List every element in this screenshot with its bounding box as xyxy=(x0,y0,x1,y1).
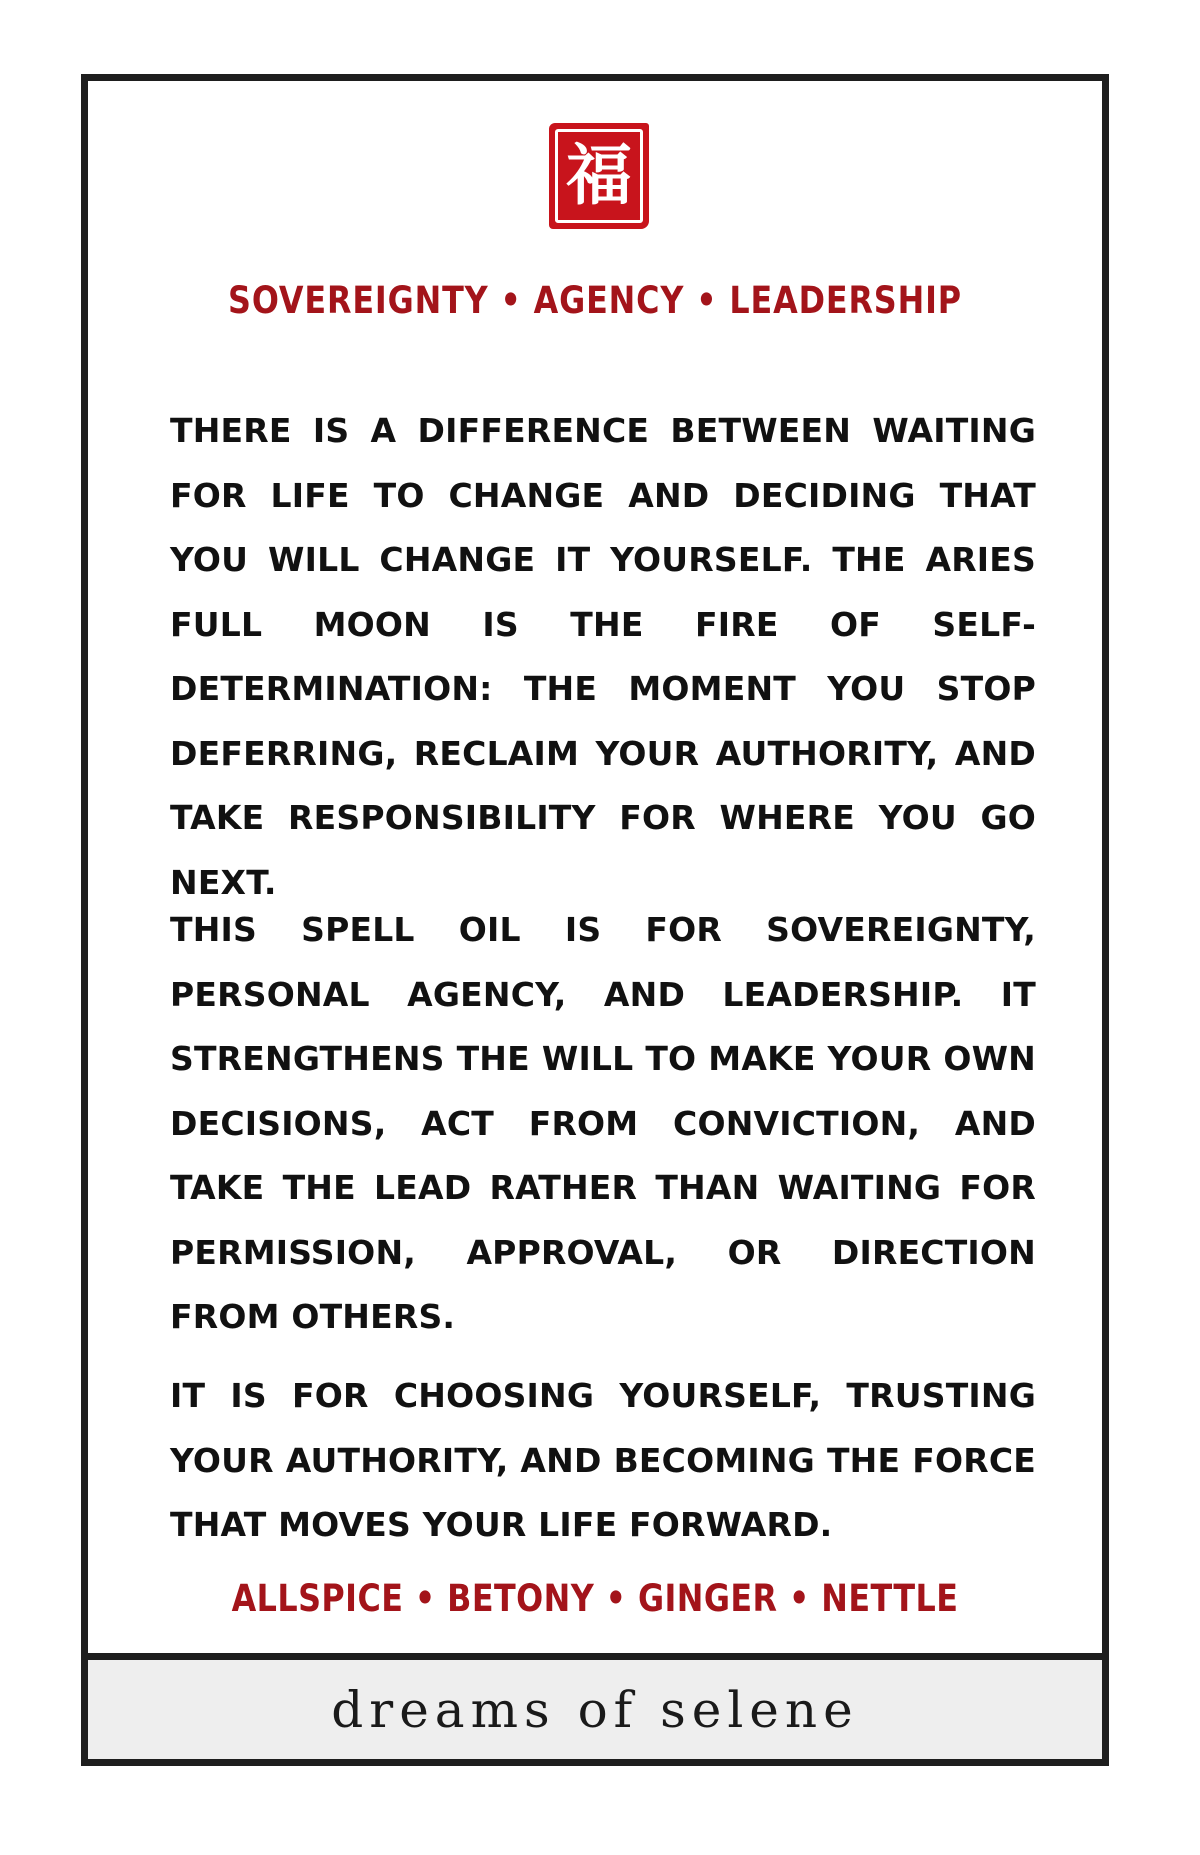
seal-glyph: 福 xyxy=(566,137,632,214)
tagline: SOVEREIGNTY • AGENCY • LEADERSHIP xyxy=(228,279,962,322)
paragraph-purpose: THIS SPELL OIL IS FOR SOVEREIGNTY, PERSONAL AGENCY, AND LEADERSHIP. IT STRENGTHENS THE WILL TO MAKE YOUR OWN DECISIONS, ACT FROM CONVICTION, AND TAKE THE LEAD RATHER THAN WAITING FOR PERMISSION, APPROVAL, OR DIRECTION FROM OTHERS. xyxy=(170,910,1036,1336)
seal-frame xyxy=(555,129,643,223)
paragraph-closing: IT IS FOR CHOOSING YOURSELF, TRUSTING YOUR AUTHORITY, AND BECOMING THE FORCE THAT MOVES YOUR LIFE FORWARD. xyxy=(170,1376,1036,1544)
brand-wordmark: dreams of selene xyxy=(331,1680,859,1739)
footer-bar xyxy=(88,1653,1102,1759)
product-card xyxy=(81,74,1109,1766)
ingredients-list: ALLSPICE • BETONY • GINGER • NETTLE xyxy=(231,1577,959,1620)
fortune-seal-stamp xyxy=(549,123,649,229)
paragraph-intro: THERE IS A DIFFERENCE BETWEEN WAITING FOR LIFE TO CHANGE AND DECIDING THAT YOU WILL CHANGE IT YOURSELF. THE ARIES FULL MOON IS THE FIRE OF SELF-DETERMINATION: THE MOMENT YOU STOP DEFERRING, RECLAIM YOUR AUTHORITY, AND TAKE RESPONSIBILITY FOR WHERE YOU GO NEXT. xyxy=(170,411,1036,902)
